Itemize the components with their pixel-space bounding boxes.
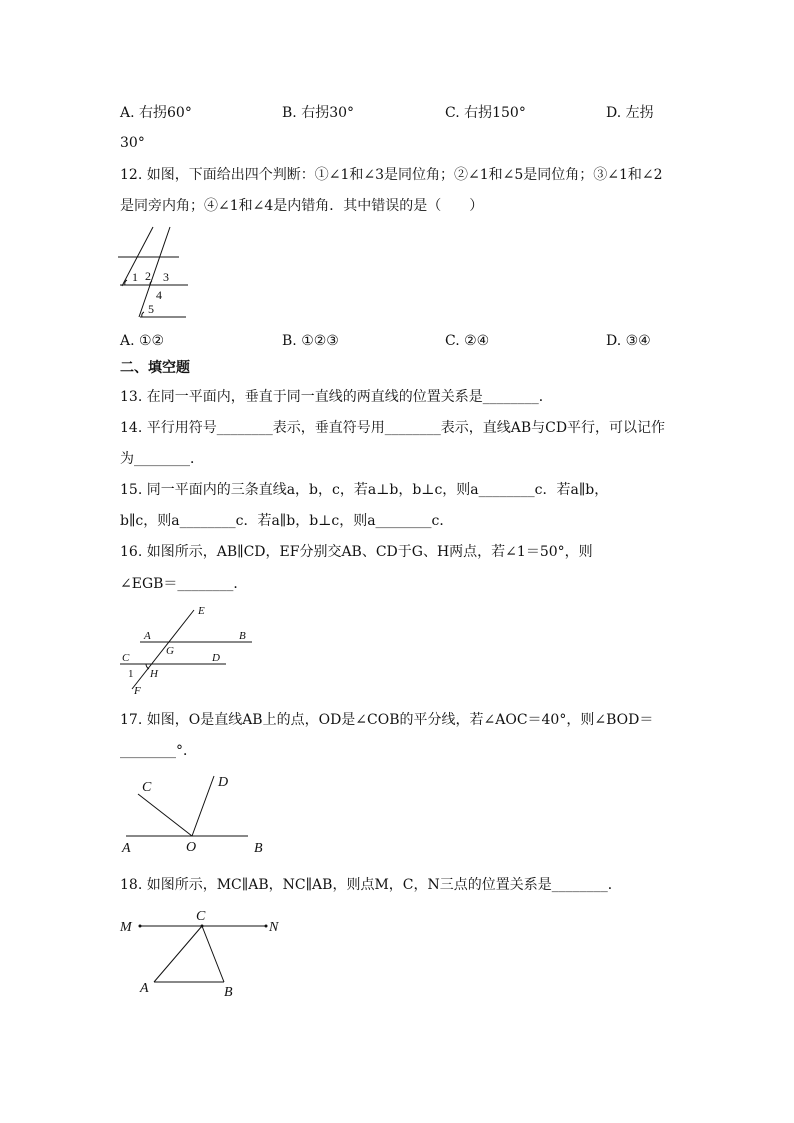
q16-figure [116,602,256,698]
q12-text-line2: 是同旁内角；④∠1和∠4是内错角．其中错误的是（ ） [120,198,484,214]
q16-text-line1: 16. 如图所示，AB∥CD，EF分别交AB、CD于G、H两点，若∠1＝50°，则 [120,544,593,560]
q17-text-line1: 17. 如图，O是直线AB上的点，OD是∠COB的平分线，若∠AOC＝40°，则∠BOD＝ [120,712,654,728]
q12-label-5: 5 [148,302,154,316]
q16-angle-arc-1 [146,664,149,669]
q18-point-m [139,925,142,928]
q13-text: 13. 在同一平面内，垂直于同一直线的两直线的位置关系是________． [120,389,553,405]
q16-label-g: G [166,645,174,657]
q12-option-c: C. ②④ [445,333,490,349]
q17-label-d: D [218,775,229,790]
q17-label-b: B [254,841,263,856]
q16-label-a: A [144,630,151,642]
q17-figure [116,768,276,858]
q18-label-m: M [120,920,132,935]
q11-option-a: A. 右拐60° [120,105,192,121]
q12-angle-arc-1 [125,280,127,285]
q18-label-a: A [140,981,149,996]
q17-ray-od [192,776,214,836]
q14-text-line1: 14. 平行用符号________表示，垂直符号用________表示，直线AB与CD平行，可以记作 [120,420,666,436]
q16-label-b: B [239,630,246,642]
q17-ray-oc [138,794,192,836]
q18-label-c: C [196,909,206,924]
q12-label-4: 4 [156,288,162,302]
q12-figure [112,224,202,324]
q18-line-ca [154,926,202,982]
q11-option-d: D. 左拐 [606,105,654,121]
q12-label-3: 3 [163,270,169,284]
q16-label-c: C [122,652,130,664]
q18-point-n [265,925,268,928]
q15-text-line2: b∥c，则a________c．若a∥b，b⊥c，则a________c． [120,513,454,529]
q17-label-c: C [142,780,152,795]
q16-label-d: D [212,652,220,664]
q12-text-line1: 12. 如图，下面给出四个判断：①∠1和∠3是同位角；②∠1和∠5是同位角；③∠1和∠2 [120,167,663,183]
q17-label-a: A [122,841,131,856]
q18-figure [116,904,286,1004]
q12-option-d: D. ③④ [606,333,651,349]
q18-label-n: N [269,920,279,935]
q16-text-line2: ∠EGB＝________． [120,576,248,592]
q11-option-b: B. 右拐30° [282,105,355,121]
q16-label-1: 1 [128,668,134,680]
q11-option-c: C. 右拐150° [445,105,526,121]
q15-text-line1: 15. 同一平面内的三条直线a，b，c，若a⊥b，b⊥c，则a________c．若a∥b， [120,482,609,498]
q12-option-a: A. ①② [120,333,165,349]
q18-line-cb [202,926,224,982]
section-title: 二、填空题 [120,360,190,376]
q14-text-line2: 为________． [120,451,204,467]
q12-label-1: 1 [132,270,138,284]
q18-point-c [201,925,204,928]
q16-label-f: F [134,685,141,697]
q16-label-h: H [150,668,158,680]
q16-label-e: E [198,605,205,617]
q16-line-ef [132,610,194,689]
q12-label-2: 2 [145,269,151,283]
q18-label-b: B [224,985,233,1000]
q17-text-line2: ________°． [120,743,197,759]
q12-angle-arc-5 [142,312,144,317]
q11-option-d-wrap: 30° [120,135,145,151]
q18-text: 18. 如图所示，MC∥AB，NC∥AB，则点M，C，N三点的位置关系是________． [120,877,622,893]
q12-option-b: B. ①②③ [282,333,339,349]
q17-label-o: O [186,840,197,855]
